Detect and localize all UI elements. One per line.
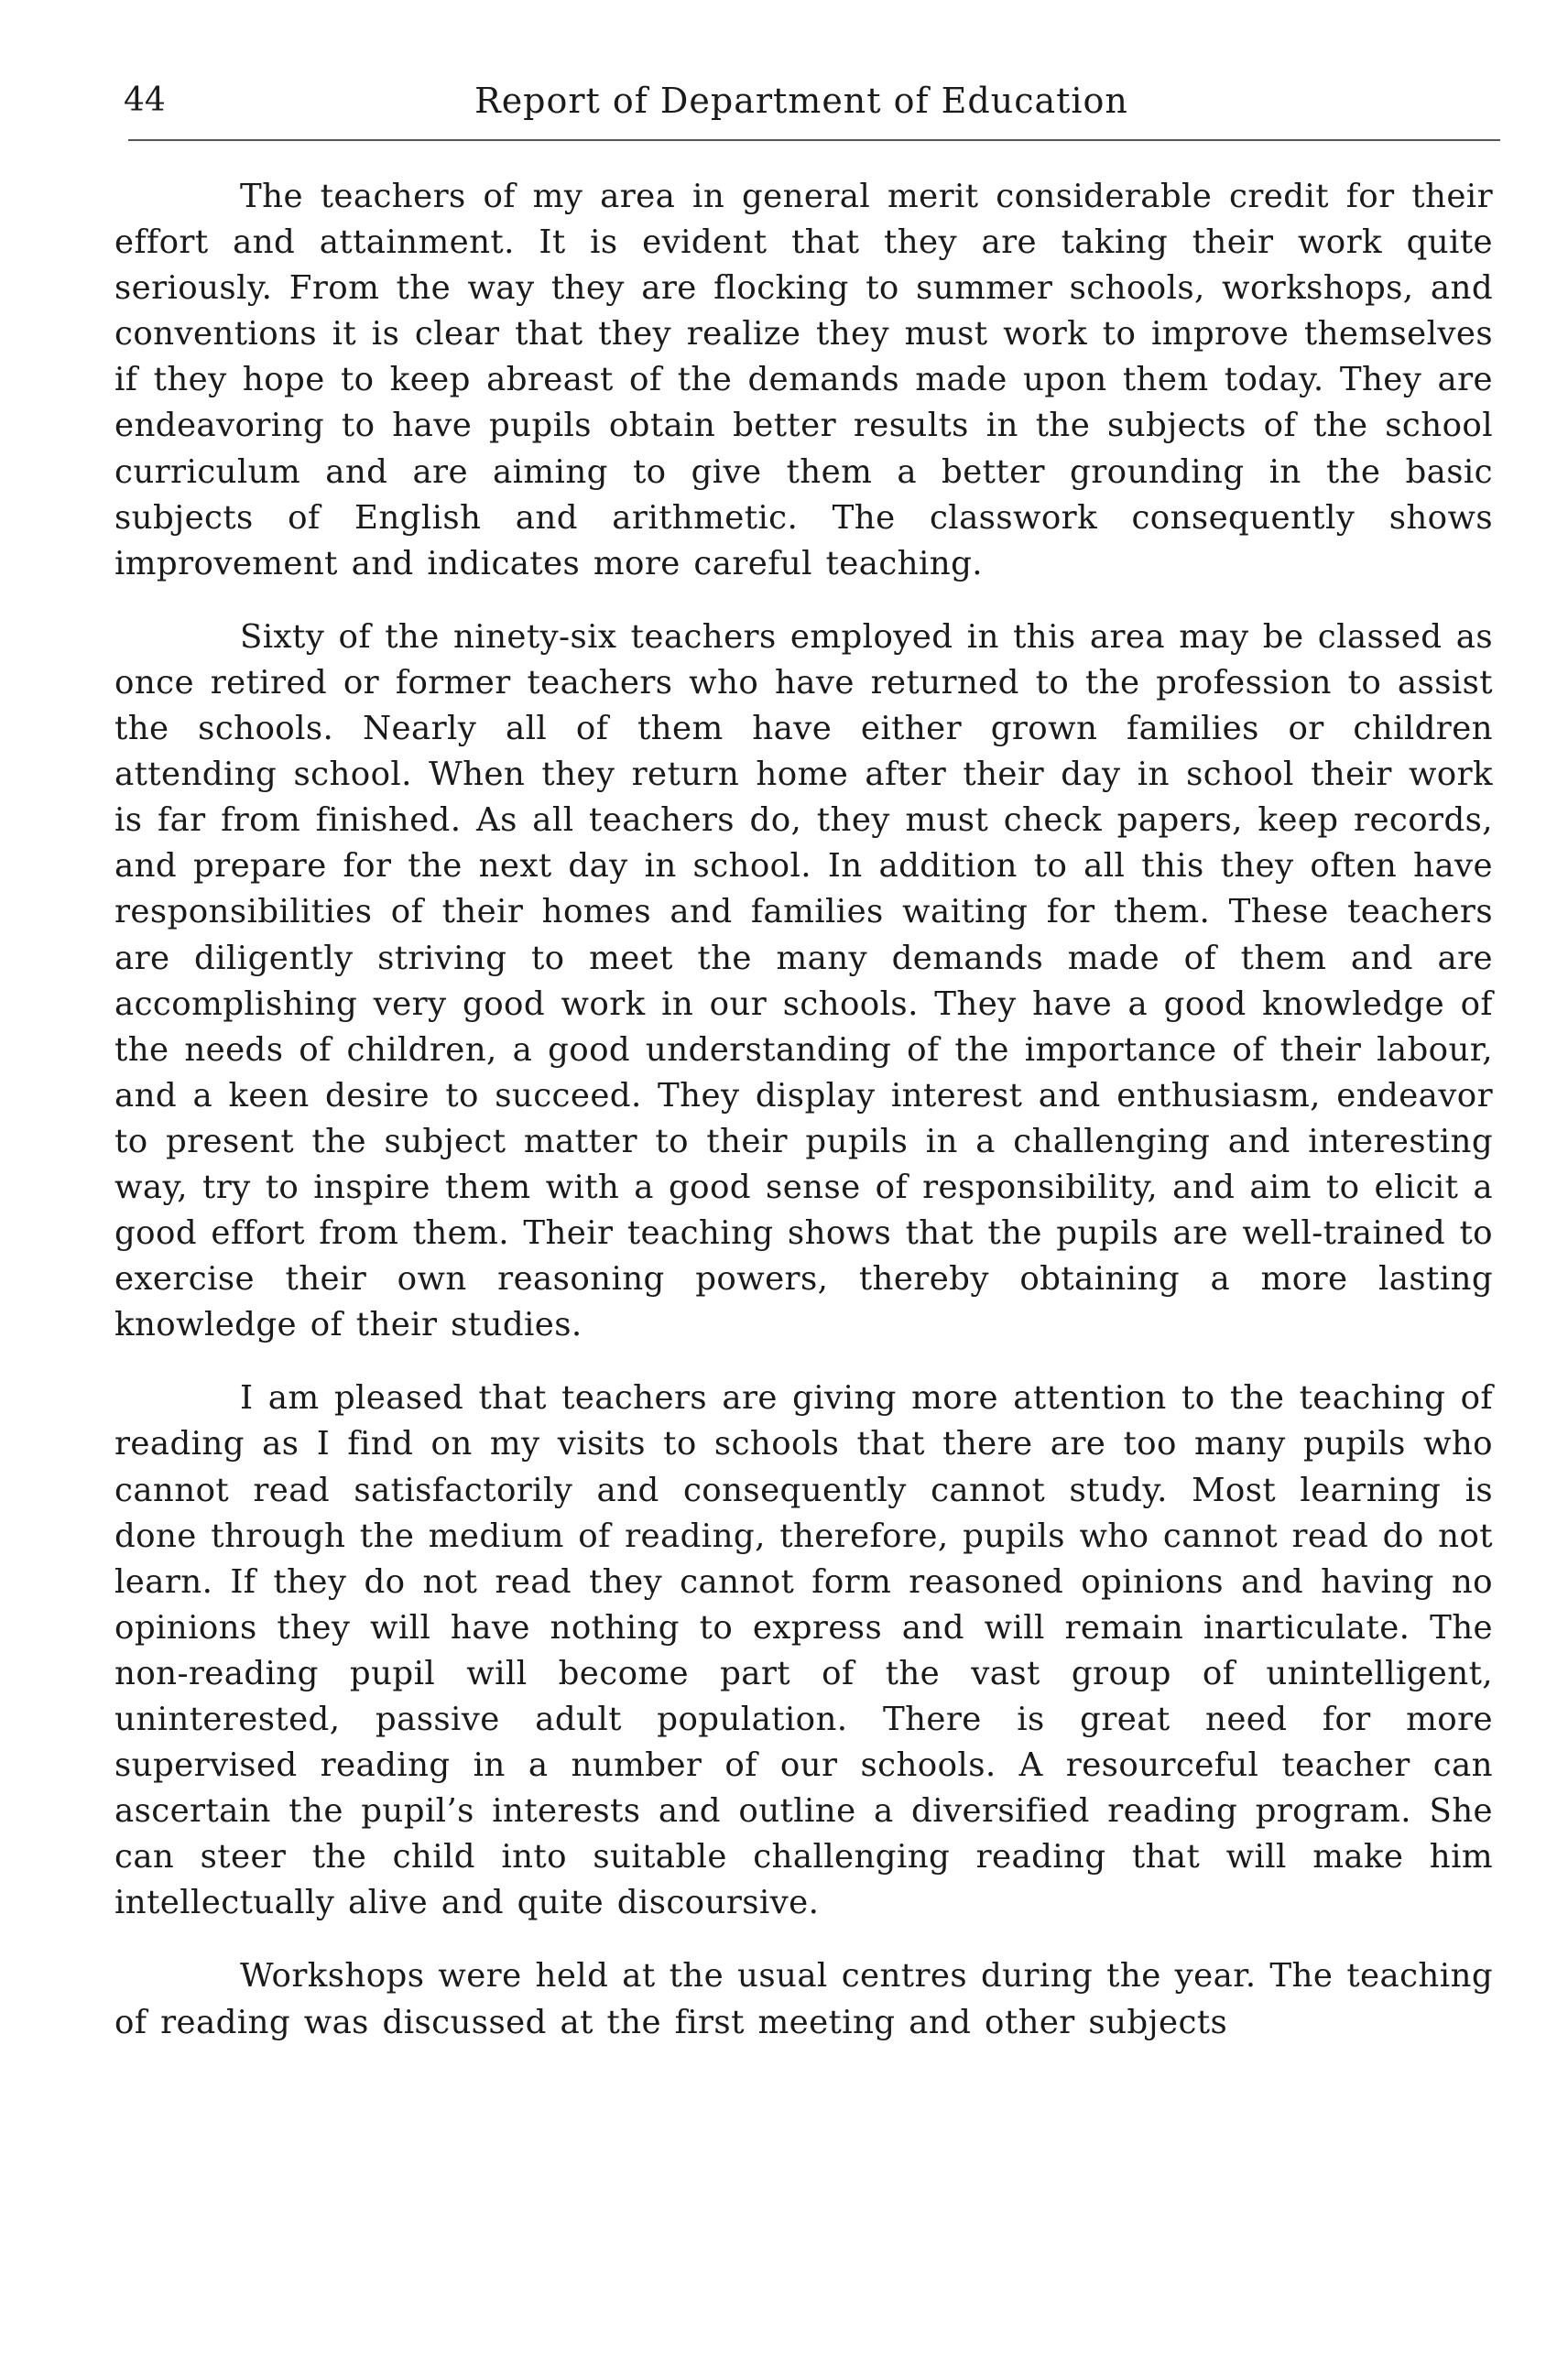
header-rule	[128, 139, 1500, 141]
page-header	[124, 73, 1497, 128]
paragraph-workshops: Workshops were held at the usual centres during the year. The teaching of reading was discussed at the first meeting and other subjects	[114, 1957, 1493, 2041]
paragraph-retired-teachers: Sixty of the ninety-six teachers employed in this area may be classed as once retired or former teachers who have returned to the profession to assist the schools. Nearly all of them have either grown families or children attending school. When they return home after their day in school their work is far from finished. As all teachers do, they must check papers, keep records, and prepare for the next day in school. In addition to all this they often have responsibilities of their homes and families waiting for them. These teachers are diligently striving to meet the many demands made of them and are accomplishing very good work in our schools. They have a good knowledge of the needs of children, a good understanding of the importance of their labour, and a keen desire to succeed. They display interest and enthusiasm, endeavor to present the subject matter to their pupils in a challenging and interesting way, try to inspire them with a good sense of responsibility, and aim to elicit a good effort from them. Their teaching shows that the pupils are well-trained to exercise their own reasoning powers, thereby obtaining a more lasting knowledge of their studies.	[114, 617, 1493, 1344]
paragraph-teaching-of-reading: I am pleased that teachers are giving more attention to the teaching of reading as I find on my visits to schools that there are too many pupils who cannot read satisfactorily and consequently cannot study. Most learning is done through the medium of reading, therefore, pupils who cannot read do not learn. If they do not read they cannot form reasoned opinions and having no opinions they will have nothing to express and will remain inarticulate. The non-reading pupil will become part of the vast group of unintelligent, uninterested, passive adult population. There is great need for more supervised reading in a number of our schools. A resourceful teacher can ascertain the pupil’s interests and outline a diversified reading program. She can steer the child into suitable challenging reading that will make him intellectually alive and quite discoursive.	[114, 1379, 1493, 1922]
paragraph-teachers-merit: The teachers of my area in general merit considerable credit for their effort and attainment. It is evident that they are taking their work quite seriously. From the way they are flocking to summer schools, workshops, and conventions it is clear that they realize they must work to improve themselves if they hope to keep abreast of the demands made upon them today. They are endeavoring to have pupils obtain better results in the subjects of the school curriculum and are aiming to give them a better grounding in the basic subjects of English and arithmetic. The classwork consequently shows improvement and indicates more careful teaching.	[114, 178, 1493, 582]
page-number: 44	[124, 82, 166, 119]
running-title: Report of Department of Education	[474, 81, 1128, 121]
body-text	[114, 174, 1493, 2046]
